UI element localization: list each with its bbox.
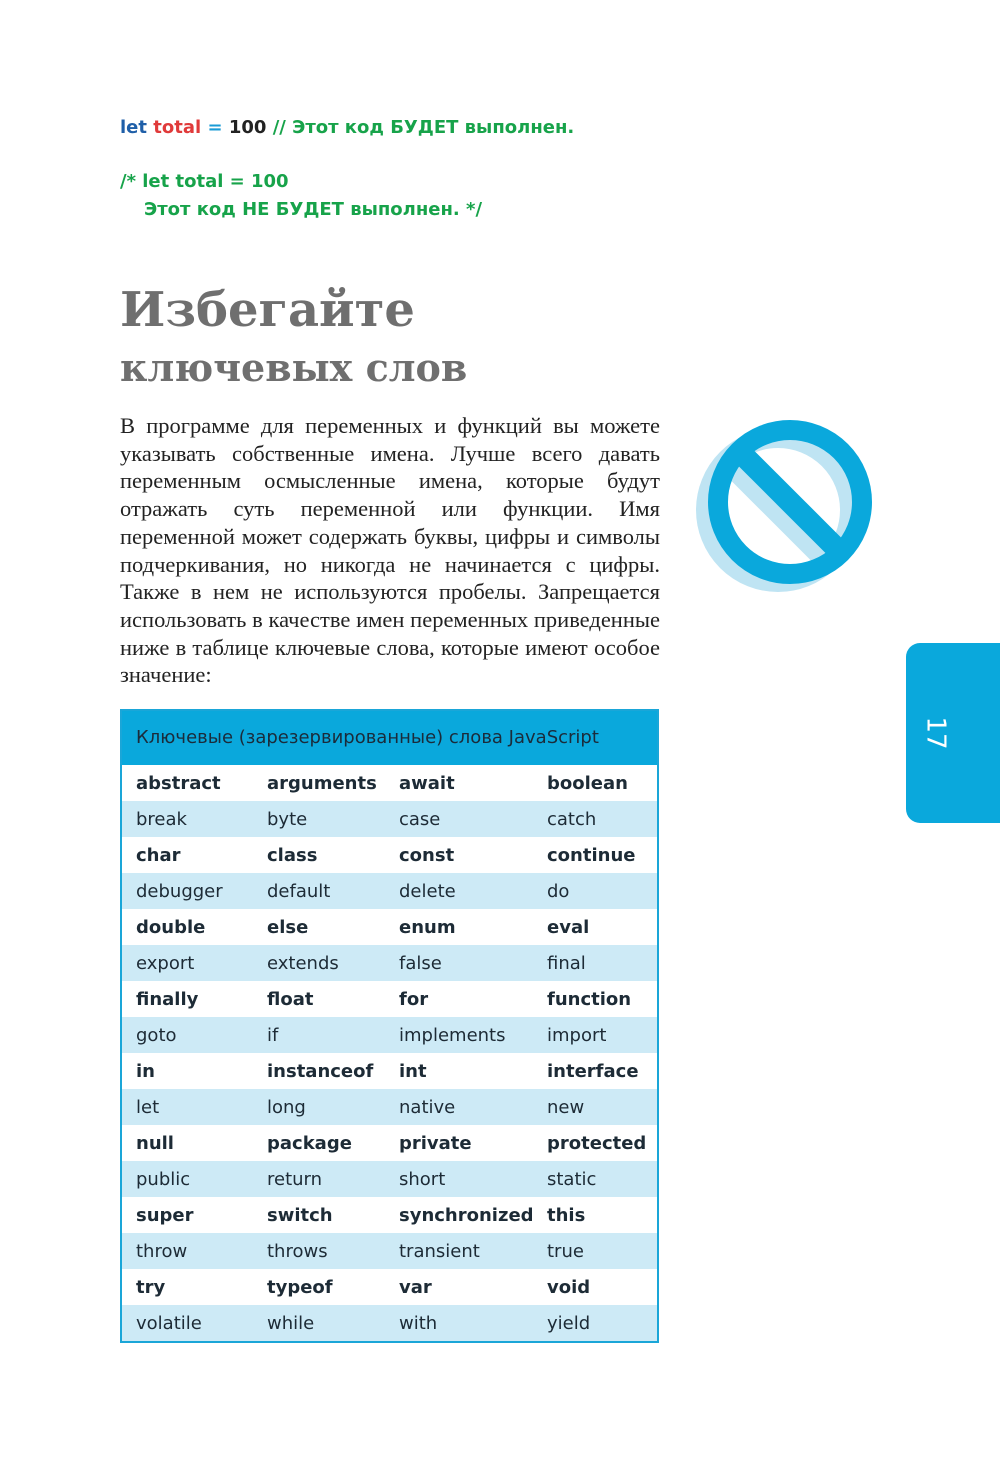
- table-cell: await: [399, 772, 455, 794]
- table-cell: switch: [267, 1204, 333, 1226]
- table-cell: short: [399, 1168, 446, 1190]
- table-cell: const: [399, 844, 455, 866]
- table-cell: int: [399, 1060, 427, 1082]
- table-cell: boolean: [547, 772, 628, 794]
- table-cell: float: [267, 988, 314, 1010]
- table-cell: new: [547, 1096, 585, 1118]
- table-cell: char: [136, 844, 181, 866]
- table-cell: package: [267, 1132, 352, 1154]
- page-number-text: 17: [921, 716, 951, 750]
- table-cell: static: [547, 1168, 597, 1190]
- table-row: [122, 945, 657, 981]
- table-cell: in: [136, 1060, 155, 1082]
- block-comment-line-2: Этот код НЕ БУДЕТ выполнен. */: [144, 199, 483, 220]
- table-cell: debugger: [136, 880, 223, 902]
- table-cell: native: [399, 1096, 456, 1118]
- table-cell: volatile: [136, 1312, 202, 1334]
- code-comment: // Этот код БУДЕТ выполнен.: [272, 117, 575, 138]
- table-cell: super: [136, 1204, 194, 1226]
- table-cell: let: [136, 1096, 160, 1118]
- table-header: Ключевые (зарезервированные) слова JavaScript: [122, 711, 657, 765]
- title-line-1: Избегайте: [120, 282, 415, 338]
- table-cell: implements: [399, 1024, 506, 1046]
- code-line-executed: [120, 114, 574, 142]
- table-cell: extends: [267, 952, 339, 974]
- table-cell: null: [136, 1132, 174, 1154]
- table-cell: enum: [399, 916, 456, 938]
- code-operator: =: [207, 117, 223, 138]
- table-cell: while: [267, 1312, 315, 1334]
- table-cell: this: [547, 1204, 586, 1226]
- table-row: [122, 1233, 657, 1269]
- table-cell: default: [267, 880, 331, 902]
- table-row: [122, 1161, 657, 1197]
- table-cell: yield: [547, 1312, 591, 1334]
- page-number: [906, 643, 966, 823]
- table-cell: arguments: [267, 772, 377, 794]
- table-cell: throw: [136, 1240, 188, 1262]
- table-cell: for: [399, 988, 429, 1010]
- table-cell: private: [399, 1132, 472, 1154]
- table-cell: continue: [547, 844, 636, 866]
- table-row: [122, 1017, 657, 1053]
- table-cell: catch: [547, 808, 597, 830]
- prohibition-icon: [690, 412, 880, 602]
- page-title: [120, 280, 467, 396]
- table-cell: eval: [547, 916, 590, 938]
- block-comment-line-1: /* let total = 100: [120, 171, 289, 192]
- table-cell: return: [267, 1168, 323, 1190]
- keywords-table: [120, 709, 659, 1343]
- table-cell: true: [547, 1240, 584, 1262]
- code-variable: total: [153, 117, 202, 138]
- table-row: [122, 837, 657, 873]
- table-cell: import: [547, 1024, 607, 1046]
- table-cell: protected: [547, 1132, 647, 1154]
- table-cell: synchronized: [399, 1204, 534, 1226]
- table-cell: with: [399, 1312, 438, 1334]
- table-cell: finally: [136, 988, 199, 1010]
- table-cell: instanceof: [267, 1060, 374, 1082]
- table-cell: false: [399, 952, 442, 974]
- table-row: [122, 1269, 657, 1305]
- table-cell: long: [267, 1096, 306, 1118]
- code-number: 100: [228, 117, 267, 138]
- table-row: [122, 1125, 657, 1161]
- table-cell: function: [547, 988, 632, 1010]
- table-cell: try: [136, 1276, 166, 1298]
- table-cell: var: [399, 1276, 432, 1298]
- table-cell: public: [136, 1168, 191, 1190]
- table-cell: goto: [136, 1024, 177, 1046]
- table-cell: typeof: [267, 1276, 333, 1298]
- code-keyword: let: [120, 117, 147, 138]
- table-row: [122, 765, 657, 801]
- table-row: [122, 1053, 657, 1089]
- table-row: [122, 801, 657, 837]
- table-cell: byte: [267, 808, 308, 830]
- table-cell: else: [267, 916, 309, 938]
- table-cell: transient: [399, 1240, 480, 1262]
- title-line-2: ключевых слов: [120, 345, 468, 390]
- table-cell: break: [136, 808, 187, 830]
- table-cell: interface: [547, 1060, 639, 1082]
- code-block-comment: [120, 168, 482, 224]
- table-cell: delete: [399, 880, 456, 902]
- table-cell: void: [547, 1276, 591, 1298]
- table-row: [122, 909, 657, 945]
- table-cell: class: [267, 844, 318, 866]
- table-row: [122, 1089, 657, 1125]
- table-cell: case: [399, 808, 441, 830]
- body-paragraph: В программе для переменных и функций вы можете указывать собственные имена. Лучше всего давать переменным осмысленные имена, которые будут отражать суть переменной или функции. Имя переменной может содержать буквы, цифры и символы подчеркивания, но никогда не начинается с цифры. Также в нем не используются пробелы. Запрещается использовать в качестве имен переменных приведенные ниже в таблице ключевые слова, которые имеют особое значение:: [120, 413, 660, 688]
- table-cell: throws: [267, 1240, 328, 1262]
- table-cell: if: [267, 1024, 279, 1046]
- table-row: [122, 1305, 657, 1341]
- table-row: [122, 1197, 657, 1233]
- table-row: [122, 873, 657, 909]
- table-cell: abstract: [136, 772, 221, 794]
- table-body: [122, 765, 657, 1341]
- table-cell: final: [547, 952, 586, 974]
- table-cell: do: [547, 880, 570, 902]
- table-cell: double: [136, 916, 206, 938]
- table-row: [122, 981, 657, 1017]
- table-cell: export: [136, 952, 195, 974]
